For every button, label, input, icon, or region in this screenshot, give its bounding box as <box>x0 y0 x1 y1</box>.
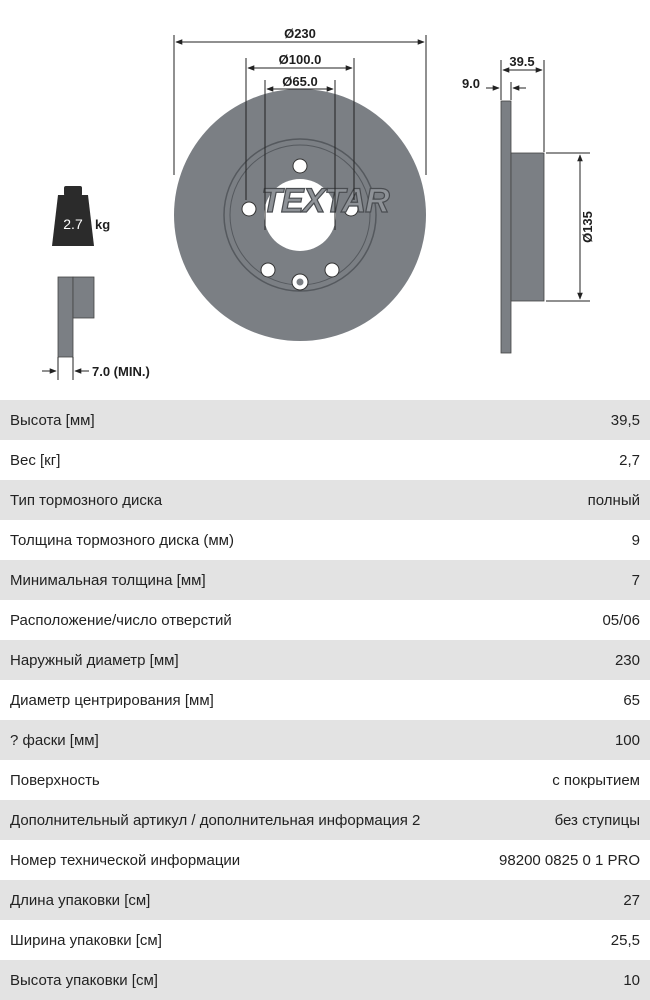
spec-label: ? фаски [мм] <box>10 731 99 749</box>
disc-side-view <box>501 101 544 353</box>
weight-value: 2.7 <box>63 216 83 232</box>
spec-label: Диаметр центрирования [мм] <box>10 691 214 709</box>
spec-row <box>0 920 650 960</box>
spec-value: без ступицы <box>554 811 640 829</box>
dim-center-label: Ø65.0 <box>282 74 318 89</box>
spec-row <box>0 840 650 880</box>
spec-row <box>0 760 650 800</box>
dim-thickness-label: 9.0 <box>461 76 481 91</box>
spec-row <box>0 880 650 920</box>
spec-label: Наружный диаметр [мм] <box>10 651 179 669</box>
brand-logo: TEXTAR <box>261 182 389 220</box>
spec-value: 230 <box>614 651 640 669</box>
spec-value: 05/06 <box>602 611 640 629</box>
technical-drawing <box>0 0 650 400</box>
spec-row <box>0 560 650 600</box>
spec-value: 39,5 <box>610 411 640 429</box>
spec-value: 25,5 <box>610 931 640 949</box>
spec-label: Дополнительный артикул / дополнительная информация 2 <box>10 811 421 829</box>
weight-unit: kg <box>95 217 111 232</box>
min-thickness-label: 7.0 (MIN.) <box>92 364 150 379</box>
spec-label: Ширина упаковки [см] <box>10 931 162 949</box>
spec-row <box>0 680 650 720</box>
spec-label: Длина упаковки [см] <box>10 891 151 909</box>
spec-label: Расположение/число отверстий <box>10 611 232 629</box>
spec-value: 9 <box>631 531 640 549</box>
spec-value: 7 <box>631 571 640 589</box>
dim-hub-label: Ø135 <box>580 211 595 243</box>
dim-height-label: 39.5 <box>509 54 535 69</box>
spec-value: 2,7 <box>619 451 640 469</box>
spec-label: Толщина тормозного диска (мм) <box>10 531 234 549</box>
spec-label: Поверхность <box>10 771 100 789</box>
spec-value: 10 <box>623 971 640 989</box>
spec-label: Высота [мм] <box>10 411 95 429</box>
spec-row <box>0 720 650 760</box>
spec-label: Высота упаковки [см] <box>10 971 158 989</box>
spec-row <box>0 800 650 840</box>
spec-label: Номер технической информации <box>10 851 241 869</box>
spec-value: полный <box>587 491 640 509</box>
spec-value: 100 <box>614 731 640 749</box>
spec-row <box>0 640 650 680</box>
spec-row <box>0 960 650 1000</box>
spec-label: Минимальная толщина [мм] <box>10 571 206 589</box>
dim-outer-label: Ø230 <box>284 26 316 41</box>
spec-value: 27 <box>623 891 640 909</box>
disc-front-view <box>174 89 426 341</box>
spec-row <box>0 400 650 440</box>
spec-table <box>0 400 650 1000</box>
spec-label: Тип тормозного диска <box>10 491 163 509</box>
spec-value: с покрытием <box>552 771 640 789</box>
spec-row <box>0 480 650 520</box>
dim-bolt-circle-label: Ø100.0 <box>278 52 322 67</box>
spec-value: 65 <box>623 691 640 709</box>
spec-label: Вес [кг] <box>10 451 61 469</box>
spec-row <box>0 600 650 640</box>
weight-icon <box>52 186 94 246</box>
spec-row <box>0 440 650 480</box>
spec-value: 98200 0825 0 1 PRO <box>499 851 640 869</box>
spec-row <box>0 520 650 560</box>
min-thickness-profile <box>58 277 94 357</box>
